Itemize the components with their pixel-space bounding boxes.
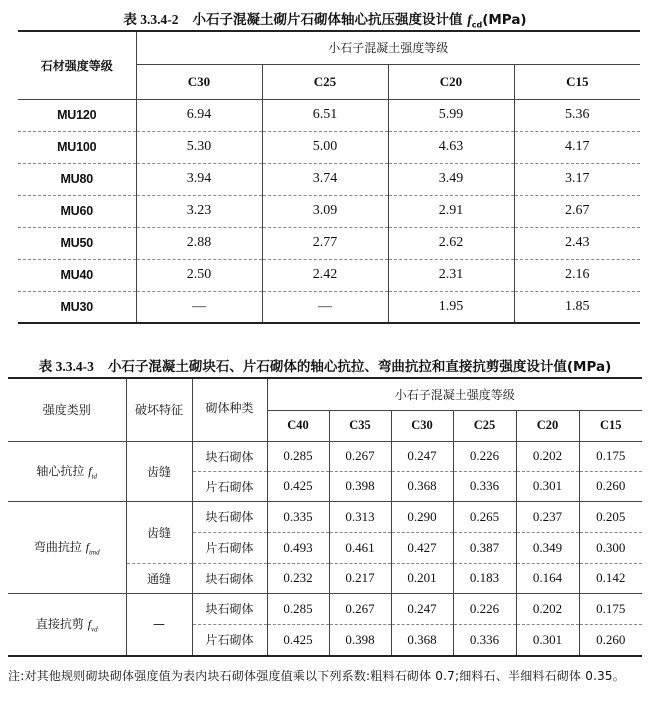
table2-col-header: C20	[516, 410, 579, 441]
cell: —	[262, 291, 388, 323]
table1	[18, 30, 640, 324]
table2-col-header: C40	[267, 410, 329, 441]
cell: 0.267	[329, 593, 391, 624]
row-label: MU80	[18, 163, 136, 195]
cell: 5.00	[262, 131, 388, 163]
category-label: 弯曲抗拉	[33, 539, 82, 554]
cell: 0.427	[391, 532, 453, 563]
cell: 0.267	[329, 441, 391, 471]
cell: 0.336	[453, 624, 516, 656]
cell: 0.265	[453, 501, 516, 532]
cell: 4.63	[388, 131, 514, 163]
failure-mode: 齿缝	[126, 441, 192, 501]
header-masonry: 砌体种类	[192, 378, 267, 441]
category-axial-tension	[8, 441, 126, 501]
table-row	[18, 163, 640, 195]
table1-caption	[0, 8, 650, 30]
cell: 0.336	[453, 471, 516, 501]
cell: 0.387	[453, 532, 516, 563]
cell: 3.09	[262, 195, 388, 227]
cell: 0.202	[516, 593, 579, 624]
cell: 0.301	[516, 471, 579, 501]
cell: 3.94	[136, 163, 262, 195]
cell: 0.164	[516, 563, 579, 593]
table2-caption	[0, 355, 650, 375]
cell: 6.94	[136, 99, 262, 131]
cell: 2.67	[514, 195, 640, 227]
cell: 0.349	[516, 532, 579, 563]
table-row	[8, 593, 642, 624]
table-note: 注:对其他规则砌块砌体强度值为表内块石砌体强度值乘以下列系数:粗料石砌体 0.7;细料石、半细料石砌体 0.35。	[8, 669, 625, 683]
cell: 0.398	[329, 471, 391, 501]
table1-col-header: C15	[514, 64, 640, 99]
cell: —	[136, 291, 262, 323]
cell: 0.425	[267, 471, 329, 501]
cell: 2.43	[514, 227, 640, 259]
row-label: MU60	[18, 195, 136, 227]
cell: 2.91	[388, 195, 514, 227]
cell: 2.88	[136, 227, 262, 259]
cell: 0.285	[267, 441, 329, 471]
cell: 0.260	[579, 471, 642, 501]
cell: 4.17	[514, 131, 640, 163]
cell: 0.232	[267, 563, 329, 593]
cell: 0.142	[579, 563, 642, 593]
table1-caption-number: 表 3.3.4-2	[123, 12, 179, 27]
masonry-type: 块石砌体	[192, 441, 267, 471]
cell: 0.226	[453, 441, 516, 471]
cell: 2.62	[388, 227, 514, 259]
cell: 0.285	[267, 593, 329, 624]
cell: 0.175	[579, 441, 642, 471]
symbol: f	[87, 617, 92, 632]
row-label: MU50	[18, 227, 136, 259]
table2-col-header: C35	[329, 410, 391, 441]
cell: 0.202	[516, 441, 579, 471]
cell: 0.313	[329, 501, 391, 532]
table2-caption-number: 表 3.3.4-3	[38, 359, 94, 374]
masonry-type: 片石砌体	[192, 532, 267, 563]
masonry-type: 片石砌体	[192, 624, 267, 656]
cell: 2.50	[136, 259, 262, 291]
row-label: MU100	[18, 131, 136, 163]
cell: 0.290	[391, 501, 453, 532]
cell: 0.237	[516, 501, 579, 532]
cell: 0.183	[453, 563, 516, 593]
row-label: MU120	[18, 99, 136, 131]
table-row	[18, 131, 640, 163]
cell: 2.16	[514, 259, 640, 291]
cell: 0.247	[391, 593, 453, 624]
table2-group-header: 小石子混凝土强度等级	[267, 378, 642, 410]
table-row	[18, 259, 640, 291]
cell: 0.368	[391, 471, 453, 501]
failure-mode: —	[126, 593, 192, 656]
cell: 0.247	[391, 441, 453, 471]
category-direct-shear	[8, 593, 126, 656]
cell: 0.493	[267, 532, 329, 563]
cell: 3.49	[388, 163, 514, 195]
category-label: 直接抗剪	[35, 617, 84, 632]
cell: 0.217	[329, 563, 391, 593]
cell: 6.51	[262, 99, 388, 131]
table1-col-header: C20	[388, 64, 514, 99]
cell: 3.74	[262, 163, 388, 195]
table-row	[18, 99, 640, 131]
table2-col-header: C25	[453, 410, 516, 441]
failure-mode: 齿缝	[126, 501, 192, 563]
cell: 2.42	[262, 259, 388, 291]
table2-col-header: C30	[391, 410, 453, 441]
cell: 0.300	[579, 532, 642, 563]
category-label: 轴心抗拉	[36, 463, 85, 478]
category-bending-tension	[8, 501, 126, 593]
cell: 0.425	[267, 624, 329, 656]
cell: 0.461	[329, 532, 391, 563]
table1-caption-unit: (MPa)	[482, 12, 527, 28]
failure-mode: 通缝	[126, 563, 192, 593]
table2-col-header: C15	[579, 410, 642, 441]
table-row	[18, 195, 640, 227]
row-label: MU30	[18, 291, 136, 323]
cell: 5.36	[514, 99, 640, 131]
symbol: f	[85, 539, 90, 554]
header-strength: 强度类别	[8, 378, 126, 441]
table2-caption-text: 小石子混凝土砌块石、片石砌体的轴心抗拉、弯曲抗拉和直接抗剪强度设计值(MPa)	[107, 359, 612, 375]
cell: 5.99	[388, 99, 514, 131]
cell: 2.77	[262, 227, 388, 259]
cell: 1.95	[388, 291, 514, 323]
table2	[8, 377, 642, 657]
cell: 0.226	[453, 593, 516, 624]
cell: 3.17	[514, 163, 640, 195]
table-row	[8, 501, 642, 532]
masonry-type: 块石砌体	[192, 501, 267, 532]
cell: 0.398	[329, 624, 391, 656]
cell: 1.85	[514, 291, 640, 323]
row-label: MU40	[18, 259, 136, 291]
table1-caption-symbol: f	[467, 12, 472, 27]
cell: 3.23	[136, 195, 262, 227]
cell: 0.260	[579, 624, 642, 656]
cell: 0.201	[391, 563, 453, 593]
table-row	[18, 227, 640, 259]
table1-caption-subscript: cd	[471, 20, 483, 30]
cell: 0.301	[516, 624, 579, 656]
table1-row-header: 石材强度等级	[18, 31, 136, 99]
table-row	[18, 291, 640, 323]
table-row	[8, 441, 642, 471]
cell: 0.205	[579, 501, 642, 532]
table1-caption-text: 小石子混凝土砌片石砌体轴心抗压强度设计值	[192, 12, 463, 28]
table1-col-header: C30	[136, 64, 262, 99]
header-failure: 破坏特征	[126, 378, 192, 441]
cell: 0.335	[267, 501, 329, 532]
table1-col-header: C25	[262, 64, 388, 99]
masonry-type: 片石砌体	[192, 471, 267, 501]
symbol: f	[88, 463, 92, 478]
cell: 5.30	[136, 131, 262, 163]
masonry-type: 块石砌体	[192, 593, 267, 624]
masonry-type: 块石砌体	[192, 563, 267, 593]
subscript: vd	[91, 625, 98, 634]
table1-group-header: 小石子混凝土强度等级	[136, 31, 640, 64]
subscript: tmd	[89, 548, 100, 557]
subscript: td	[91, 472, 98, 481]
cell: 0.175	[579, 593, 642, 624]
cell: 2.31	[388, 259, 514, 291]
cell: 0.368	[391, 624, 453, 656]
